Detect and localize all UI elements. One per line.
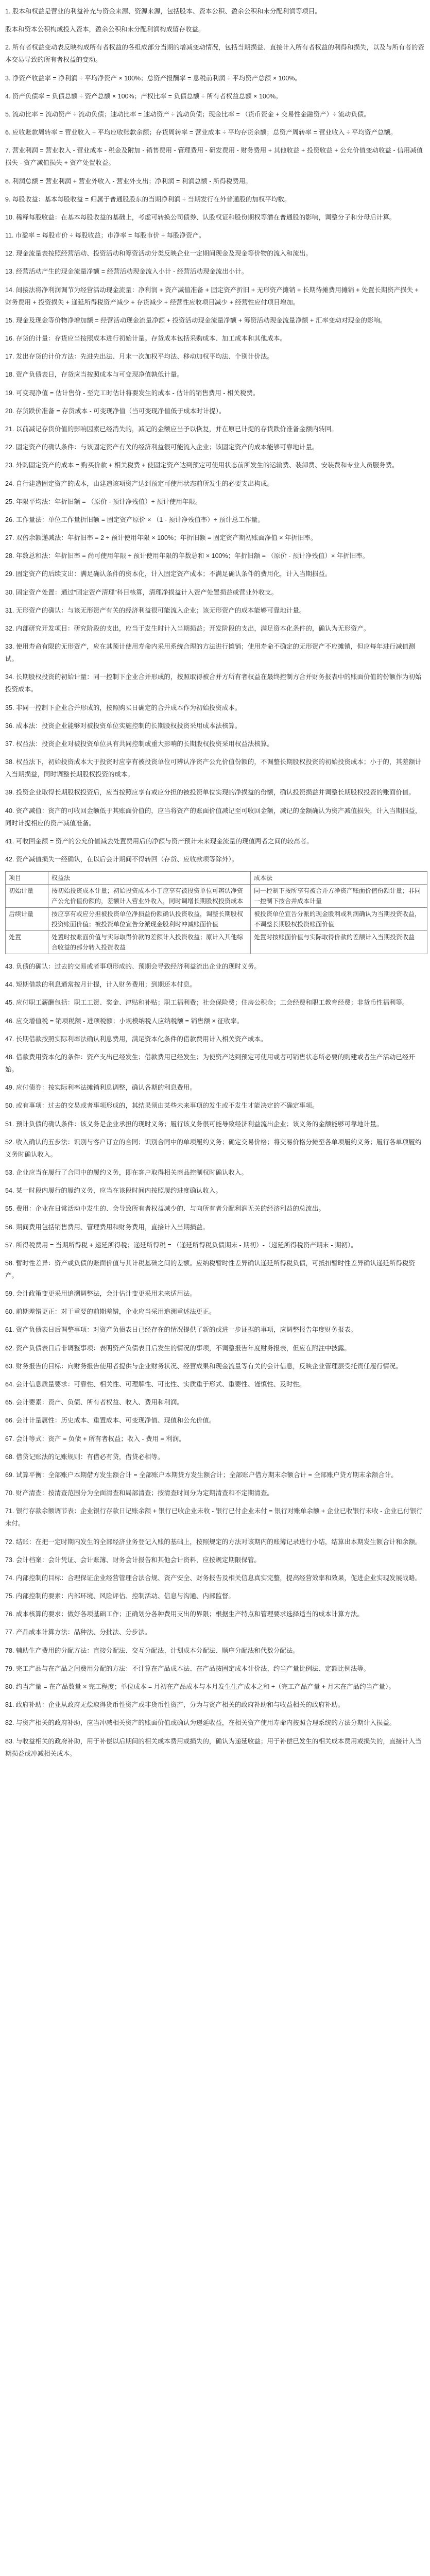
text-line: 26. 工作量法：单位工作量折旧额 = 固定资产原价 × （1 - 预计净残值率）÷ 预计总工作量。 <box>5 516 264 523</box>
text-line: 5. 流动比率 = 流动资产 ÷ 流动负债；速动比率 = 速动资产 ÷ 流动负债；现金比率 = （货币资金 + 交易性金融资产）÷ 流动负债。 <box>5 110 370 118</box>
text-line: 34. 长期股权投资的初始计量：同一控制下企业合并形成的，按照取得被合并方所有者权益在最终控制方合并财务报表中的账面价值的份额作为初始投资成本。 <box>5 673 422 693</box>
text-line: 30. 固定资产处置：通过“固定资产清理”科目核算，清理净损益计入资产处置损益或营业外收支。 <box>5 588 278 596</box>
text-line: 8. 利润总额 = 营业利润 + 营业外收入 - 营业外支出；净利润 = 利润总额 - 所得税费用。 <box>5 177 252 185</box>
text-line: 25. 年限平均法：年折旧额 = （原价 - 预计净残值）÷ 预计使用年限。 <box>5 498 202 505</box>
text-line: 24. 自行建造固定资产的成本，由建造该项资产达到预定可使用状态前所发生的必要支出构成。 <box>5 480 273 487</box>
text-line: 60. 前期差错更正：对于重要的前期差错，企业应当采用追溯重述法更正。 <box>5 1308 216 1316</box>
text-line: 63. 财务报告的目标：向财务报告使用者提供与企业财务状况、经营成果和现金流量等有关的会计信息，反映企业管理层受托责任履行情况。 <box>5 1362 402 1370</box>
text-line: 9. 每股收益：基本每股收益 = 归属于普通股股东的当期净利润 ÷ 当期发行在外普通股的加权平均数。 <box>5 195 291 203</box>
text-line: 71. 银行存款余额调节表：企业银行存款日记账余额 + 银行已收企业未收 - 银行已付企业未付 = 银行对账单余额 + 企业已收银行未收 - 企业已付银行未付。 <box>5 1507 423 1528</box>
text-line: 78. 辅助生产费用的分配方法：直接分配法、交互分配法、计划成本分配法、顺序分配法和代数分配法。 <box>5 1647 299 1654</box>
text-line: 81. 政府补助：企业从政府无偿取得货币性资产或非货币性资产，分为与资产相关的政府补助和与收益相关的政府补助。 <box>5 1701 345 1709</box>
text-line: 1. 股本和权益是营业的利益补充与资金来源、资源来源，包括股本、资本公积、盈余公积和未分配利润等项目。 <box>5 8 321 15</box>
table-header-cell: 成本法 <box>251 872 427 885</box>
table-cell: 后续计量 <box>6 908 48 931</box>
table-cell: 处置 <box>6 931 48 954</box>
text-line: 80. 约当产量 = 在产品数量 × 完工程度；单位成本 = 月初在产品成本与本月发生生产成本之和 ÷（完工产品产量 + 月末在产品约当产量）。 <box>5 1683 395 1690</box>
table-row <box>6 908 427 931</box>
table-row <box>6 931 427 954</box>
text-line: 69. 试算平衡：全部账户本期借方发生额合计 = 全部账户本期贷方发生额合计；全部账户借方期末余额合计 = 全部账户贷方期末余额合计。 <box>5 1471 398 1479</box>
text-line: 31. 无形资产的确认：与该无形资产有关的经济利益很可能流入企业；该无形资产的成本能够可靠地计量。 <box>5 606 306 614</box>
text-line: 66. 会计计量属性：历史成本、重置成本、可变现净值、现值和公允价值。 <box>5 1417 216 1425</box>
text-line: 43. 负债的确认：过去的交易或者事项形成的、预期会导致经济利益流出企业的现时义务。 <box>5 963 261 971</box>
text-line: 51. 预计负债的确认条件：该义务是企业承担的现时义务；履行该义务很可能导致经济利益流出企业；该义务的金额能够可靠地计量。 <box>5 1120 383 1128</box>
text-line: 33. 使用寿命有限的无形资产，应在其预计使用寿命内采用系统合理的方法进行摊销；使用寿命不确定的无形资产不应摊销，但应每年进行减值测试。 <box>5 643 415 663</box>
text-line: 20. 存货跌价准备 = 存货成本 - 可变现净值（当可变现净值低于成本时计提）。 <box>5 407 226 415</box>
text-line: 12. 现金流量表按照经营活动、投资活动和筹资活动分类反映企业一定期间现金及现金等价物的流入和流出。 <box>5 250 312 258</box>
text-line: 75. 内部控制的要素：内部环境、风险评估、控制活动、信息与沟通、内部监督。 <box>5 1592 235 1600</box>
text-line: 14. 间接法将净利润调节为经营活动现金流量：净利润 + 资产减值准备 + 固定资产折旧 + 无形资产摊销 + 长期待摊费用摊销 + 处置长期资产损失 + 财务费用 + 投资损失 + 递延所得税资产减少 + 存货减少 + 经营性应收项目减少 + 经营性应付项目增加。 <box>5 286 419 306</box>
text-line: 37. 权益法：投资企业对被投资单位具有共同控制或重大影响的长期股权投资采用权益法核算。 <box>5 740 273 748</box>
table-header-cell: 权益法 <box>48 872 251 885</box>
text-line: 53. 企业应当在履行了合同中的履约义务，即在客户取得相关商品控制权时确认收入。 <box>5 1168 248 1176</box>
text-line: 54. 某一时段内履行的履约义务，应当在该段时间内按照履约进度确认收入。 <box>5 1187 222 1195</box>
text-line: 2. 所有者权益变动表反映构成所有者权益的各组成部分当期的增减变动情况，包括当期损益、直接计入所有者权益的利得和损失，以及与所有者的资本交易导致的所有者权益的变动。 <box>5 44 424 64</box>
text-line: 55. 费用：企业在日常活动中发生的、会导致所有者权益减少的、与向所有者分配利润无关的经济利益的总流出。 <box>5 1205 325 1213</box>
text-line: 6. 应收账款周转率 = 营业收入 ÷ 平均应收账款余额；存货周转率 = 营业成本 ÷ 平均存货余额；总资产周转率 = 营业收入 ÷ 平均资产总额。 <box>5 129 397 137</box>
text-line: 17. 发出存货的计价方法：先进先出法、月末一次加权平均法、移动加权平均法、个别计价法。 <box>5 353 273 361</box>
text-line: 82. 与资产相关的政府补助，应当冲减相关资产的账面价值或确认为递延收益，在相关资产使用寿命内按照合理系统的方法分期计入损益。 <box>5 1719 396 1727</box>
text-line: 39. 投资企业取得长期股权投资后，应当按照应享有或应分担的被投资单位实现的净损益的份额，确认投资损益并调整长期股权投资的账面价值。 <box>5 789 415 796</box>
text-line: 股本和资本公积构成投入资本，盈余公积和未分配利润构成留存收益。 <box>5 26 205 33</box>
table-header-cell: 项目 <box>6 872 48 885</box>
text-line: 47. 长期借款按照实际利率法确认利息费用，满足资本化条件的借款费用计入相关资产成本。 <box>5 1035 267 1043</box>
text-line: 32. 内部研究开发项目：研究阶段的支出，应当于发生时计入当期损益；开发阶段的支出，满足资本化条件的，确认为无形资产。 <box>5 625 370 632</box>
text-line: 13. 经营活动产生的现金流量净额 = 经营活动现金流入小计 - 经营活动现金流出小计。 <box>5 268 248 276</box>
text-line: 46. 应交增值税 = 销项税额 - 进项税额；小规模纳税人应纳税额 = 销售额 × 征收率。 <box>5 1017 244 1025</box>
text-line: 45. 应付职工薪酬包括：职工工资、奖金、津贴和补贴；职工福利费；社会保险费；住房公积金；工会经费和职工教育经费；非货币性福利等。 <box>5 999 409 1007</box>
text-line: 77. 产品成本计算方法：品种法、分批法、分步法。 <box>5 1629 151 1636</box>
text-line: 11. 市盈率 = 每股市价 ÷ 每股收益；市净率 = 每股市价 ÷ 每股净资产。 <box>5 232 205 240</box>
text-line: 59. 会计政策变更采用追溯调整法，会计估计变更采用未来适用法。 <box>5 1290 196 1298</box>
text-line: 76. 成本核算的要求：做好各项基础工作；正确划分各种费用支出的界限；根据生产特点和管理要求选择适当的成本计算方法。 <box>5 1611 364 1618</box>
text-line: 64. 会计信息质量要求：可靠性、相关性、可理解性、可比性、实质重于形式、重要性、谨慎性、及时性。 <box>5 1381 306 1388</box>
text-line: 52. 收入确认的五步法：识别与客户订立的合同；识别合同中的单项履约义务；确定交易价格；将交易价格分摊至各单项履约义务；履行各单项履约义务时确认收入。 <box>5 1138 422 1158</box>
table-cell: 处置时按账面价值与实际取得价款的差额计入当期投资收益 <box>251 931 427 954</box>
text-line: 16. 存货的计量：存货应当按照成本进行初始计量。存货成本包括采购成本、加工成本和其他成本。 <box>5 335 286 342</box>
text-line: 15. 现金及现金等价物净增加额 = 经营活动现金流量净额 + 投资活动现金流量净额 + 筹资活动现金流量净额 + 汇率变动对现金的影响。 <box>5 316 387 324</box>
table-cell: 初始计量 <box>6 885 48 908</box>
text-line: 72. 结账：在把一定时期内发生的全部经济业务登记入账的基础上，按照规定的方法对该期内的账簿记录进行小结，结算出本期发生额合计和余额。 <box>5 1538 422 1546</box>
text-line: 42. 资产减值损失一经确认，在以后会计期间不得转回（存货、应收款项等除外）。 <box>5 855 238 863</box>
text-line: 50. 或有事项：过去的交易或者事项形成的，其结果须由某些未来事项的发生或不发生才能决定的不确定事项。 <box>5 1102 319 1110</box>
text-line: 29. 固定资产的后续支出：满足确认条件的资本化，计入固定资产成本；不满足确认条件的费用化，计入当期损益。 <box>5 570 332 578</box>
text-line: 3. 净资产收益率 = 净利润 ÷ 平均净资产 × 100%；总资产报酬率 = 息税前利润 ÷ 平均资产总额 × 100%。 <box>5 74 301 82</box>
text-line: 83. 与收益相关的政府补助，用于补偿以后期间的相关成本费用或损失的，确认为递延收益；用于补偿已发生的相关成本费用或损失的，直接计入当期损益或冲减相关成本。 <box>5 1737 422 1757</box>
comparison-table <box>5 871 427 954</box>
text-line: 22. 固定资产的确认条件：与该固定资产有关的经济利益很可能流入企业；该固定资产的成本能够可靠地计量。 <box>5 444 319 451</box>
text-line: 38. 权益法下，初始投资成本大于投资时应享有被投资单位可辨认净资产公允价值份额的，不调整长期股权投资的初始投资成本；小于的，其差额计入当期损益，同时调整长期股权投资的成本。 <box>5 758 422 778</box>
text-line: 41. 可收回金额 = 资产的公允价值减去处置费用后的净额与资产预计未来现金流量的现值两者之间的较高者。 <box>5 837 313 845</box>
text-line: 27. 双倍余额递减法：年折旧率 = 2 ÷ 预计使用年限 × 100%；年折旧额 = 固定资产期初账面净值 × 年折旧率。 <box>5 534 317 542</box>
table-cell: 被投资单位宣告分派的现金股利或利润确认为当期投资收益，不调整长期股权投资账面价值 <box>251 908 427 931</box>
table-row <box>6 885 427 908</box>
text-line: 35. 非同一控制下企业合并形成的，按照购买日确定的合并成本作为初始投资成本。 <box>5 704 242 711</box>
text-line: 28. 年数总和法：年折旧率 = 尚可使用年限 ÷ 预计使用年限的年数总和 × 100%；年折旧额 = （原价 - 预计净残值）× 年折旧率。 <box>5 552 369 560</box>
table-cell: 按初始投资成本计量；初始投资成本小于应享有被投资单位可辨认净资产公允价值份额的，差额计入营业外收入，同时调增长期股权投资成本 <box>48 885 251 908</box>
text-line: 18. 资产负债表日，存货应当按照成本与可变现净值孰低计量。 <box>5 371 183 379</box>
text-line: 70. 财产清查：按清查范围分为全面清查和局部清查；按清查时间分为定期清查和不定期清查。 <box>5 1489 273 1497</box>
text-line: 49. 应付债券：按实际利率法摊销利息调整，确认各期的利息费用。 <box>5 1084 196 1092</box>
text-line: 56. 期间费用包括销售费用、管理费用和财务费用，直接计入当期损益。 <box>5 1223 209 1231</box>
table-body <box>6 885 427 954</box>
text-line: 62. 资产负债表日后非调整事项：表明资产负债表日后发生的情况的事项，不调整报告年度财务报表，但应在附注中披露。 <box>5 1344 351 1352</box>
text-line: 58. 暂时性差异：资产或负债的账面价值与其计税基础之间的差额。应纳税暂时性差异确认递延所得税负债，可抵扣暂时性差异确认递延所得税资产。 <box>5 1259 415 1279</box>
text-line: 40. 资产减值：资产的可收回金额低于其账面价值的，应当将资产的账面价值减记至可收回金额，减记的金额确认为资产减值损失，计入当期损益，同时计提相应的资产减值准备。 <box>5 807 422 827</box>
text-line: 73. 会计档案：会计凭证、会计账簿、财务会计报告和其他会计资料，应按规定期限保管。 <box>5 1556 261 1564</box>
table-header-row <box>6 872 427 885</box>
text-line: 4. 资产负债率 = 负债总额 ÷ 资产总额 × 100%；产权比率 = 负债总额 ÷ 所有者权益总额 × 100%。 <box>5 92 282 100</box>
text-line: 44. 短期借款的利息通常按月计提，计入财务费用；到期还本付息。 <box>5 981 196 989</box>
text-block-a <box>5 5 425 866</box>
text-line: 23. 外购固定资产的成本 = 购买价款 + 相关税费 + 使固定资产达到预定可使用状态前所发生的运输费、装卸费、安装费和专业人员服务费。 <box>5 462 399 469</box>
text-line: 21. 以前减记存货价值的影响因素已经消失的，减记的金额应当予以恢复，并在原已计提的存货跌价准备金额内转回。 <box>5 425 338 433</box>
text-line: 74. 内部控制的目标：合理保证企业经营管理合法合规、资产安全、财务报告及相关信息真实完整，提高经营效率和效果，促进企业实现发展战略。 <box>5 1574 422 1582</box>
text-line: 68. 借贷记账法的记账规则：有借必有贷，借贷必相等。 <box>5 1453 164 1461</box>
text-block-b <box>5 960 425 1760</box>
text-line: 65. 会计要素：资产、负债、所有者权益、收入、费用和利润。 <box>5 1399 183 1406</box>
text-line: 48. 借款费用资本化的条件：资产支出已经发生；借款费用已经发生；为使资产达到预定可使用或者可销售状态所必要的购建或者生产活动已经开始。 <box>5 1054 415 1073</box>
text-line: 7. 营业利润 = 营业收入 - 营业成本 - 税金及附加 - 销售费用 - 管理费用 - 研发费用 - 财务费用 + 其他收益 + 投资收益 + 公允价值变动收益 - 信用减值损失 - 资产减值损失 + 资产处置收益。 <box>5 147 423 167</box>
text-line: 79. 完工产品与在产品之间费用分配的方法：不计算在产品成本法、在产品按固定成本计价法、约当产量比例法、定额比例法等。 <box>5 1665 370 1672</box>
text-line: 57. 所得税费用 = 当期所得税 + 递延所得税；递延所得税 = （递延所得税负债期末 - 期初）-（递延所得税资产期末 - 期初）。 <box>5 1241 357 1249</box>
table-cell: 处置时按账面价值与实际取得价款的差额计入投资收益；原计入其他综合收益的部分转入投资收益 <box>48 931 251 954</box>
table-cell: 同一控制下按所享有被合并方净资产账面价值份额计量；非同一控制下按合并成本计量 <box>251 885 427 908</box>
text-line: 67. 会计等式：资产 = 负债 + 所有者权益；收入 - 费用 = 利润。 <box>5 1435 185 1443</box>
text-line: 10. 稀释每股收益：在基本每股收益的基础上，考虑可转换公司债券、认股权证和股份期权等潜在普通股的影响，调整分子和分母后计算。 <box>5 213 396 221</box>
text-line: 36. 成本法：投资企业能够对被投资单位实施控制的长期股权投资采用成本法核算。 <box>5 722 242 730</box>
text-line: 19. 可变现净值 = 估计售价 - 至完工时估计将要发生的成本 - 估计的销售费用 - 相关税费。 <box>5 389 260 397</box>
text-line: 61. 资产负债表日后调整事项：对资产负债表日已经存在的情况提供了新的或进一步证据的事项，应调整报告年度财务报表。 <box>5 1326 357 1334</box>
table-cell: 按应享有或应分担被投资单位净损益份额确认投资收益，调整长期股权投资账面价值；被投资单位宣告分派现金股利时冲减账面价值 <box>48 908 251 931</box>
